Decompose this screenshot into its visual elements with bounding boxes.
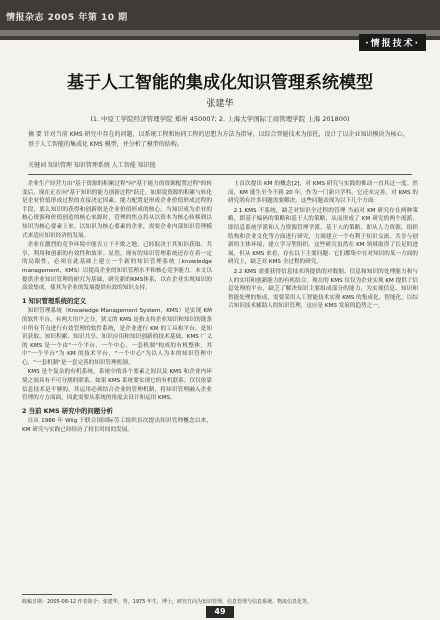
footnote-divider bbox=[22, 594, 112, 595]
section-heading: 2 当前 KMS 研究中的问题分析 bbox=[22, 406, 113, 415]
paragraph: KMS 是个复杂的有机系统，系统中的各个要素之间以及 KMS 和企业内环境之间具有不可分割的联系。如果 KMS 系统要实现它的有机联系，仅仅依靠信息技术是不够的，其运用必须结合企业的管理机制，将知识管理融入企业管理的方方面面，因此需要从系统的角度去设计和运用 KMS。 bbox=[22, 369, 212, 402]
left-column bbox=[22, 180, 212, 436]
right-column bbox=[228, 180, 418, 312]
section-tag: ·情报技术· bbox=[359, 34, 426, 51]
footnote: 收稿日期：2005-08-12 作者简介：张建华，男，1975 年生，博士，研究方向为知识管理、信息管理与信息系统、物流信息化等。 bbox=[22, 599, 312, 605]
author-name: 张建华 bbox=[206, 99, 234, 109]
page-number: 49 bbox=[206, 606, 234, 618]
paragraph: 企业在激烈的竞争环境中能否立于不败之地，已经取决于其知识获取、共享、利用和创新的有效性和效率。显然，现有的知识管理系统还存在着一定的局限性，必须在此基础上建立一个新的知识管理系统（knowledge management，KMS）以提高企业的知识管理水平和核心竞争能力。本文以提供企业知识管理的研究为基础，研究新的KMS体系，以在企业实现知识的高效集成，使其为企业的发展提供有效的知识支持。 bbox=[22, 242, 212, 292]
author-affiliation: (1. 中原工学院经济管理学院 郑州 450007; 2. 上海大学国际工商管理学院 上海 201800) bbox=[90, 115, 350, 123]
abstract: 摘 要 针对当前 KMS 研究中存在的问题，以系统工程和协同工程的思想为方法为指导，以综合智能技术为依托，设计了以企业知识模块为核心，基于人工智能的集成化 KMS 模型，并分析了模型的结构。 bbox=[28, 131, 409, 148]
paragraph: 2.2 KMS 需要获得信息技术所提供的对数据、信息和知识的处理能力和与人的实用和创新能力的有机结合。现在的 KMS 仅仅为企业实现 KM 提供了信息处理的平台，缺乏了解决知识主要组成部分的能力，为实现信息、知识和智能处理的集成，需要采用人工智能技术实现 KMS 的集成化、智能化，以综合知识技术辅助人的知识管理，这应是 KMS 发展的趋势之一。 bbox=[228, 268, 418, 310]
header-divider bbox=[28, 174, 412, 175]
paragraph: 上首次提出 KM 的概念[2]，对 KMS 研究与实践的推动一直其过一度。然而，KM 诞生至今不到 20 年，作为一门新兴学科，它还未完善，对 KMS 的研究尚有许多问题需要解决。这些问题表现为以下几个方面： bbox=[228, 181, 418, 205]
section-heading: 1 知识管理系统的定义 bbox=[22, 296, 87, 305]
journal-issue: 情报杂志 2005 年第 10 期 bbox=[6, 13, 128, 23]
paragraph: 2.1 KMS 不系统，缺乏对知识全过程的管理 当前对 KM 研究存在两种策略，即基于编码的策略和基于人的策略，从而形成了 KM 研究的两个流派，即信息系统学派和人力资源管理学派。基于人的策略，即从人力资源、组织结构和企业文化等方面进行研究，力图建立一个有利于知识交流、共享与创新的主体环境，建立学习型组织。这些研究虽然在 KM 领域取得了长足的进展，但从 KMS 来看，存在以下主要问题：它们都集中在对知识的某一方面的研究上，缺乏对 KMS 全过程的研究。 bbox=[228, 207, 418, 266]
keywords: 关键词 知识管理 知识管理系统 人工智能 知识链 bbox=[28, 162, 156, 169]
paragraph: 知识管理系统（Knowledge Management System，KMS）是实现 KM 的软件平台，有两大用户之分。狭义的 KMS 是指支持企业知识和知识的链条中所有节点进行有效管理的软件系统，是企业进行 KM 的工具和平台，是知识获取、知识积累、知识共享、知识应用和知识创新的技术基础。KMS 广义的 KMS 是一个由"一个平台、一个中心、一套机制"构成的有机整体，其中"一个平台"为 KM 的技术平台，"一个中心"为以人为本的知识管理中心，"一套机制"是一套完善的知识管理机制。 bbox=[22, 308, 212, 366]
paragraph: 企业生产经营力由"基于资源的积累过程"向"基于能力的资源配置过程"的转变后，现在正在向"基于知识的能力创新过程"跃迁。如果说资源的积累与转化是企业价值形成过程的直接决定因素，能力配置是形成企业价值形成过程的手段，那么知识的获得和创新则是企业价值形成的核心。当知识成为企业的核心资源和价值创造的核心来源时，管理的焦点将从以资本为核心转移到以知识为核心要素上来。以知识为核心要素的企业，需要企业内部知识管理模式来适应知识经济的发展。 bbox=[22, 181, 212, 239]
paragraph: 自从 1986 年 Wiig 于联合国国际劳工组织首次提出知识管理概念以来，KM 研究与实践已经经历了较长时间的发展。 bbox=[22, 418, 212, 434]
paper-title: 基于人工智能的集成化知识管理系统模型 bbox=[67, 73, 373, 93]
